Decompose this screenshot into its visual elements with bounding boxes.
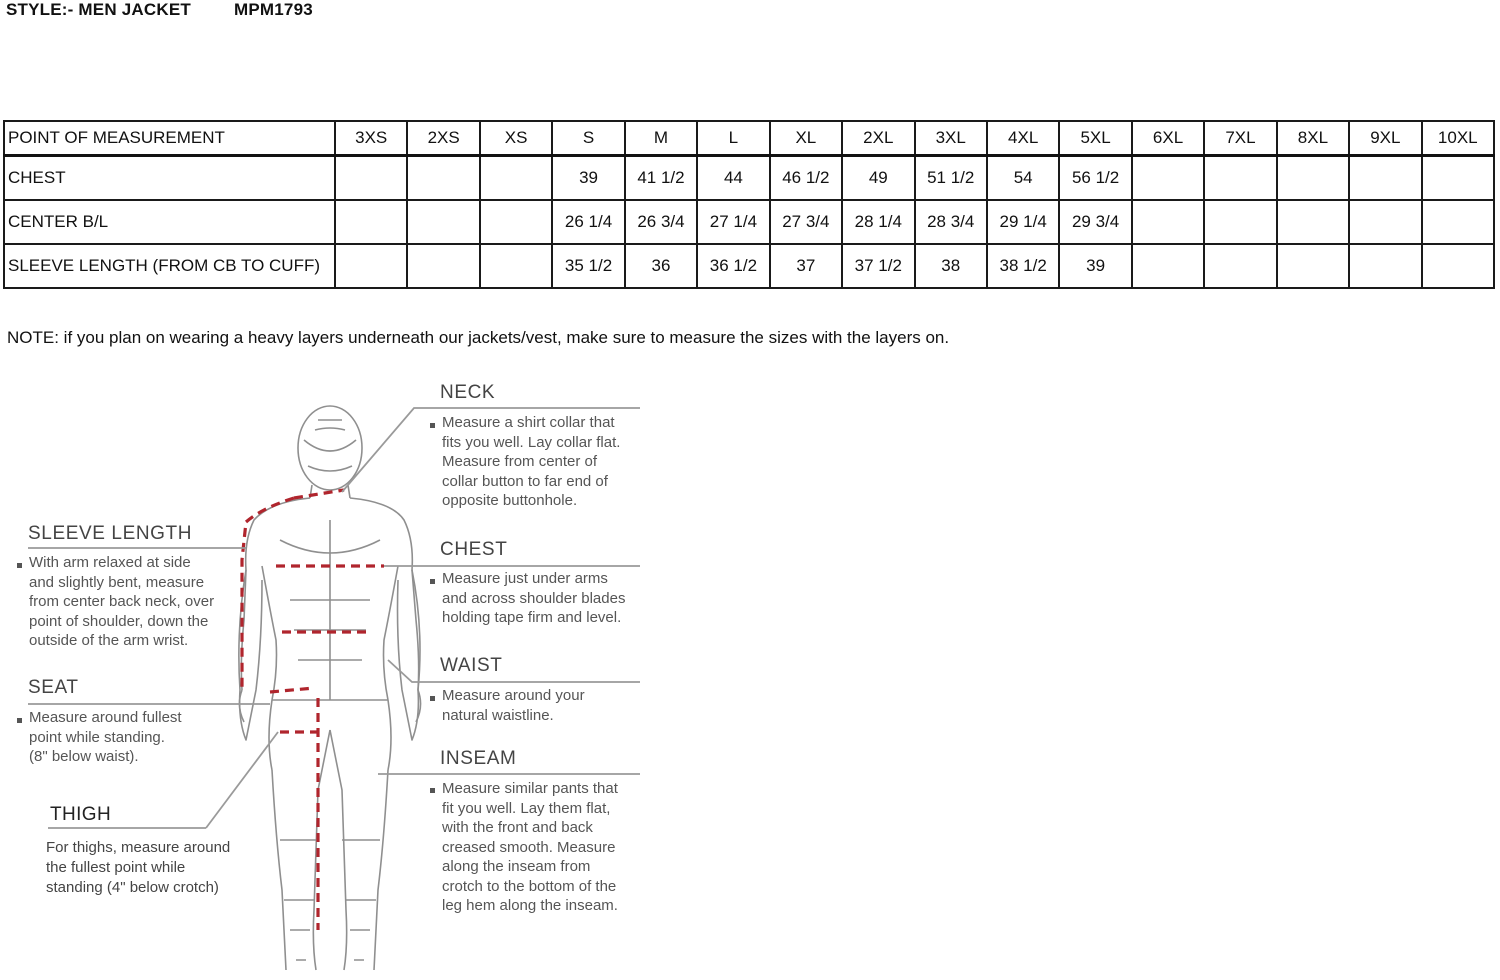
value-cell: 39 [1059,244,1131,288]
value-cell: 46 1/2 [770,156,842,201]
size-header-cell: 7XL [1204,121,1276,156]
style-code: MPM1793 [234,0,313,19]
seat-text: Measure around fullest point while standing. (8" below waist). [29,709,182,765]
value-cell [480,156,552,201]
value-cell [1422,244,1494,288]
neck-title: NECK [440,382,496,403]
size-header-cell: 10XL [1422,121,1494,156]
value-cell: 37 [770,244,842,288]
size-header-cell: 8XL [1277,121,1349,156]
value-cell: 35 1/2 [552,244,624,288]
value-cell [1349,200,1421,244]
value-cell [407,244,479,288]
value-cell: 29 3/4 [1059,200,1131,244]
value-cell: 26 1/4 [552,200,624,244]
bullet-icon [430,696,435,701]
size-header-cell: 2XS [407,121,479,156]
layering-note: NOTE: if you plan on wearing a heavy layers underneath our jackets/vest, make sure to measure the sizes with the layers on. [7,328,950,347]
sleeve-length-text: With arm relaxed at side and slightly bent, measure from center back neck, over point of shoulder, down the outside of the arm wrist. [29,554,215,649]
value-cell: 49 [842,156,914,201]
style-title: STYLE:- MEN JACKET [6,0,191,19]
bullet-icon [430,423,435,428]
bullet-icon [17,718,22,723]
thigh-title: THIGH [50,804,112,825]
value-cell: 39 [552,156,624,201]
sleeve-length-title: SLEEVE LENGTH [28,523,193,544]
header-cell: POINT OF MEASUREMENT [4,121,335,156]
value-cell: 27 1/4 [697,200,769,244]
table-row [4,244,1494,288]
value-cell: 36 1/2 [697,244,769,288]
waist-title: WAIST [440,655,503,676]
value-cell [1422,156,1494,201]
value-cell [480,244,552,288]
value-cell: 36 [625,244,697,288]
value-cell [1204,200,1276,244]
value-cell: 38 [915,244,987,288]
value-cell [1349,244,1421,288]
neck-text: Measure a shirt collar that fits you well. Lay collar flat. Measure from center of collar button to far end of opposite buttonhole. [442,414,621,509]
chest-text: Measure just under arms and across shoulder blades holding tape firm and level. [442,570,626,626]
waist-text: Measure around your natural waistline. [442,687,585,724]
value-cell [407,200,479,244]
value-cell: 29 1/4 [987,200,1059,244]
row-label-cell: CENTER B/L [4,200,335,244]
size-header-cell: S [552,121,624,156]
inseam-title: INSEAM [440,748,517,769]
size-header-cell: XL [770,121,842,156]
table-row [4,200,1494,244]
value-cell [1277,244,1349,288]
value-cell: 27 3/4 [770,200,842,244]
value-cell [335,200,407,244]
value-cell [480,200,552,244]
size-header-cell: XS [480,121,552,156]
size-header-cell: L [697,121,769,156]
bullet-icon [17,563,22,568]
value-cell [1277,156,1349,201]
value-cell [1422,200,1494,244]
size-header-cell: 4XL [987,121,1059,156]
value-cell [1132,200,1204,244]
size-header-cell: 9XL [1349,121,1421,156]
value-cell [1204,244,1276,288]
value-cell: 54 [987,156,1059,201]
chest-title: CHEST [440,539,508,560]
size-header-cell: M [625,121,697,156]
value-cell [335,156,407,201]
thigh-text: For thighs, measure around the fullest point while standing (4" below crotch) [46,839,231,896]
value-cell [1204,156,1276,201]
measurement-guide [0,370,660,980]
row-label-cell: SLEEVE LENGTH (FROM CB TO CUFF) [4,244,335,288]
seat-title: SEAT [28,677,79,698]
value-cell [1277,200,1349,244]
value-cell: 41 1/2 [625,156,697,201]
inseam-text: Measure similar pants that fit you well. Lay them flat, with the front and back creased smooth. Measure along the inseam from crotch to the bottom of the leg hem along the inseam. [442,780,618,914]
value-cell [1132,156,1204,201]
value-cell [1132,244,1204,288]
value-cell: 44 [697,156,769,201]
value-cell: 28 1/4 [842,200,914,244]
value-cell [1349,156,1421,201]
value-cell: 56 1/2 [1059,156,1131,201]
size-header-cell: 6XL [1132,121,1204,156]
size-header-cell: 3XS [335,121,407,156]
value-cell: 38 1/2 [987,244,1059,288]
value-cell [407,156,479,201]
value-cell: 26 3/4 [625,200,697,244]
value-cell: 28 3/4 [915,200,987,244]
table-row [4,156,1494,201]
bullet-icon [430,788,435,793]
row-label-cell: CHEST [4,156,335,201]
size-header-cell: 3XL [915,121,987,156]
size-header-cell: 5XL [1059,121,1131,156]
value-cell [335,244,407,288]
size-header-cell: 2XL [842,121,914,156]
table-header-row [4,121,1494,156]
value-cell: 51 1/2 [915,156,987,201]
bullet-icon [430,579,435,584]
size-chart-table [3,120,1495,289]
value-cell: 37 1/2 [842,244,914,288]
